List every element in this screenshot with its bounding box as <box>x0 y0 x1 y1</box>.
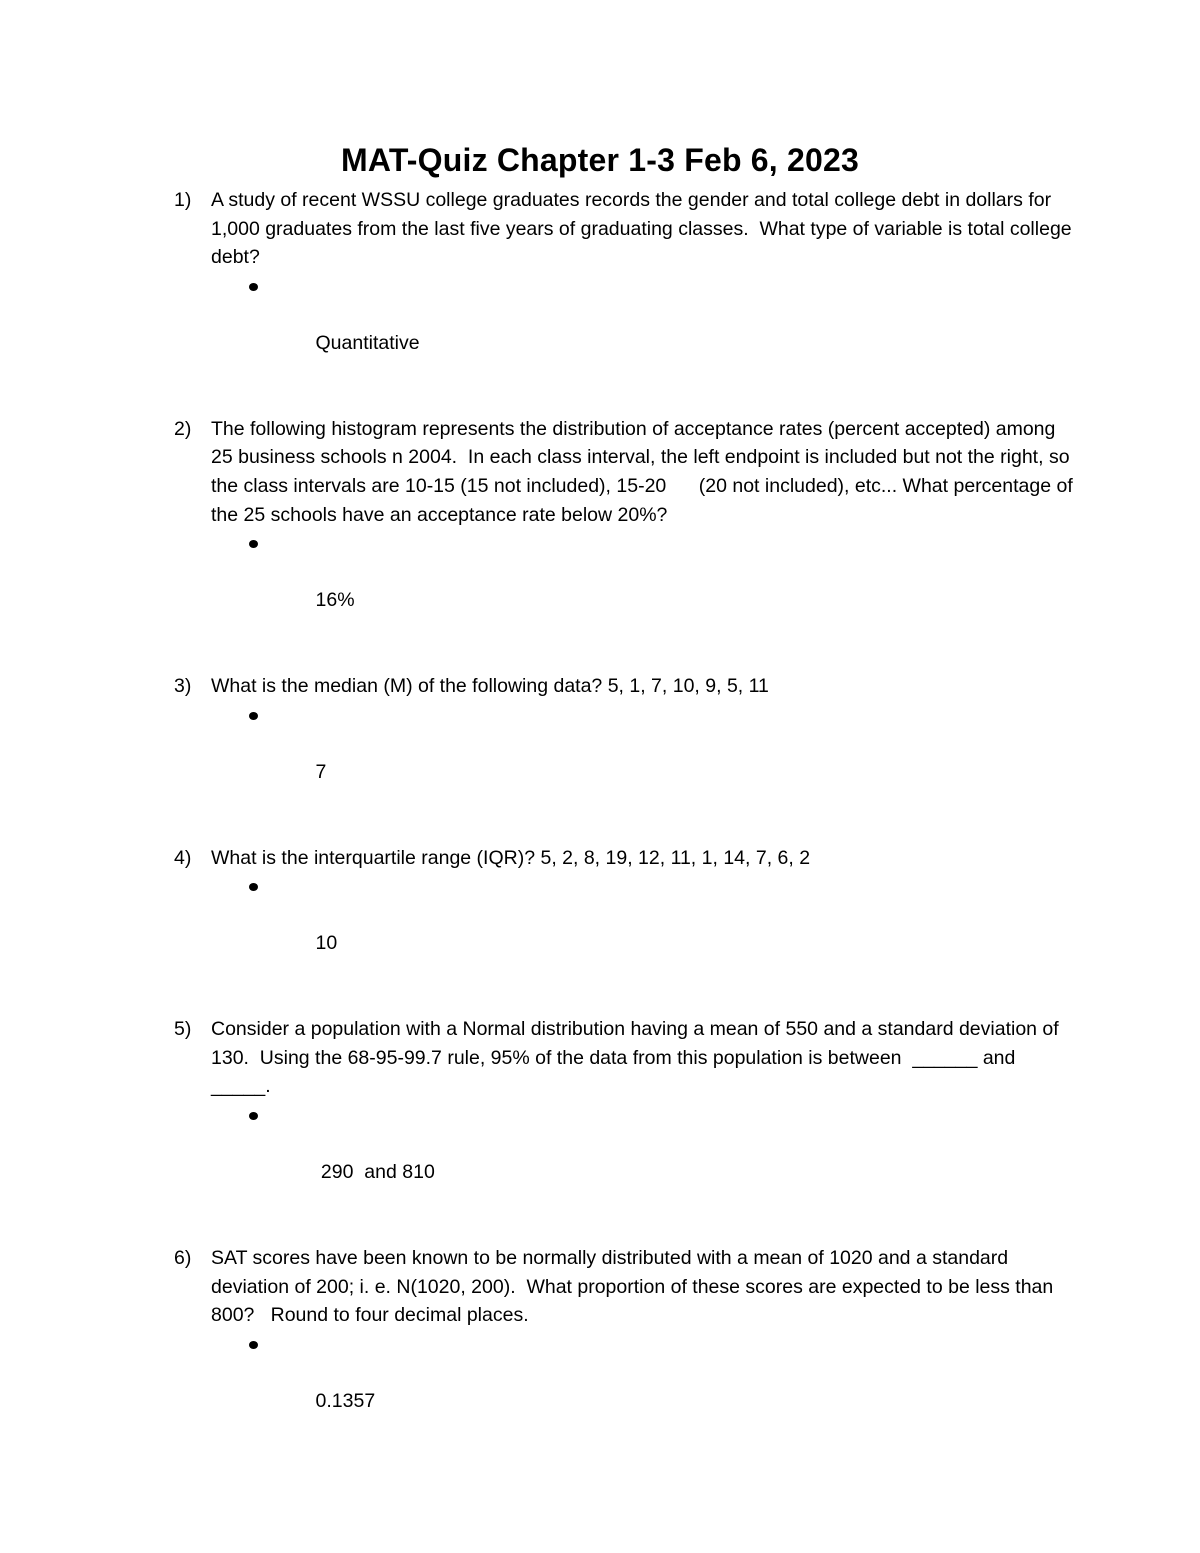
spacer <box>174 386 1074 415</box>
question-3 <box>174 672 1074 701</box>
question-number: 6) <box>174 1246 192 1269</box>
question-text: SAT scores have been known to be normally distributed with a mean of 1020 and a standard deviation of 200; i. e. N(1020, 200). What proportion of these scores are expected to be less than 800? Round to four decimal places. <box>211 1246 1059 1327</box>
question-4 <box>174 844 1074 873</box>
question-6 <box>174 1244 1074 1330</box>
spacer <box>174 1215 1074 1244</box>
answer-text: 0.1357 <box>315 1389 376 1412</box>
answer-4 <box>174 872 1074 986</box>
question-text: A study of recent WSSU college graduates records the gender and total college debt in dollars for 1,000 graduates from the last five years of graduating classes. What type of variable is total college debt? <box>211 189 1078 269</box>
spacer <box>174 815 1074 844</box>
question-text: What is the interquartile range (IQR)? 5, 2, 8, 19, 12, 11, 1, 14, 7, 6, 2 <box>211 846 811 869</box>
question-1 <box>174 186 1078 272</box>
question-5 <box>174 1015 1074 1101</box>
question-number: 2) <box>174 417 192 440</box>
answer-5 <box>174 1101 1074 1215</box>
bullet-icon <box>249 283 258 291</box>
question-text: Consider a population with a Normal distribution having a mean of 550 and a standard deviation of 130. Using the 68-95-99.7 rule, 95% of the data from this population is between ______ and _____. <box>211 1018 1065 1098</box>
question-list <box>174 186 1079 1444</box>
question-number: 3) <box>174 675 192 698</box>
answer-1 <box>174 272 1074 386</box>
answer-text: Quantitative <box>315 331 420 354</box>
answer-2 <box>174 529 1074 643</box>
question-number: 4) <box>174 846 192 869</box>
answer-6 <box>174 1330 1074 1444</box>
question-text: The following histogram represents the distribution of acceptance rates (percent accepted) among 25 business schools n 2004. In each class interval, the left endpoint is included but not the right, so the class intervals are 10-15 (15 not included), 15-20 (20 not included), etc... What percentage of the 25 schools have an acceptance rate below 20%? <box>211 417 1079 526</box>
answer-text: 10 <box>315 932 338 955</box>
bullet-icon <box>249 1112 258 1120</box>
answer-text: 290 and 810 <box>315 1161 435 1184</box>
question-number: 5) <box>174 1018 192 1041</box>
bullet-icon <box>249 540 258 548</box>
question-number: 1) <box>174 189 192 211</box>
spacer <box>174 644 1074 673</box>
bullet-icon <box>249 712 258 720</box>
answer-3 <box>174 701 1074 815</box>
question-text: What is the median (M) of the following data? 5, 1, 7, 10, 9, 5, 11 <box>211 675 769 698</box>
answer-text: 7 <box>315 760 327 783</box>
question-2 <box>174 415 1079 529</box>
spacer <box>174 987 1074 1016</box>
bullet-icon <box>249 1341 258 1349</box>
page-title: MAT-Quiz Chapter 1-3 Feb 6, 2023 <box>341 142 859 178</box>
answer-text: 16% <box>315 589 355 612</box>
bullet-icon <box>249 883 258 891</box>
